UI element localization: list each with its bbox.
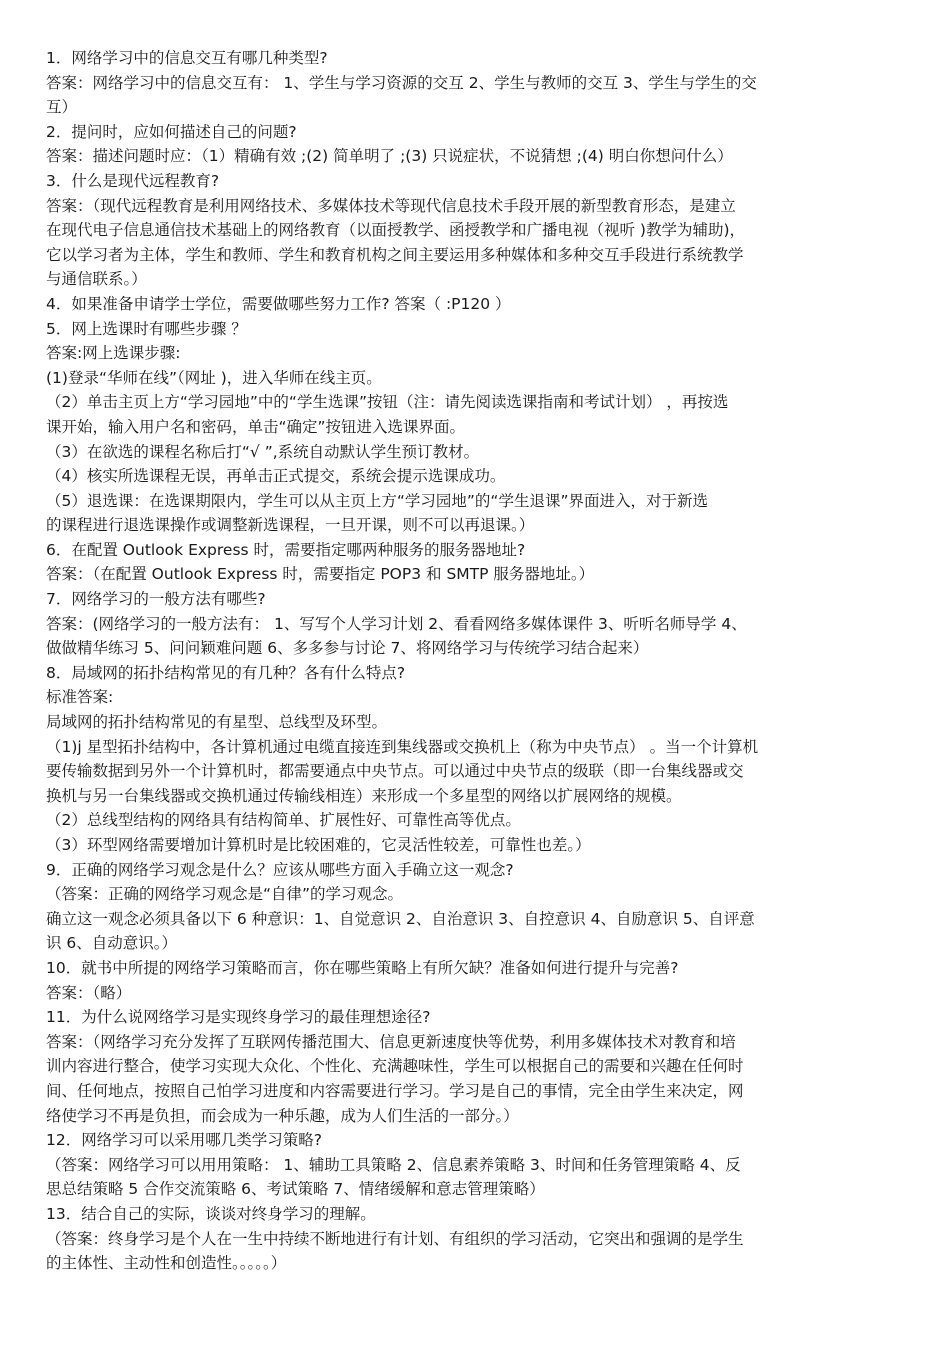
text-line: 互）: [46, 98, 78, 117]
text-line: 标准答案:: [46, 688, 114, 707]
text-line: 答案：网络学习中的信息交互有： 1、学生与学习资源的交互 2、学生与教师的交互 3、学生与学生的交: [46, 73, 757, 92]
text-line: 9．正确的网络学习观念是什么？应该从哪些方面入手确立这一观念?: [46, 860, 514, 879]
text-line: 思总结策略 5 合作交流策略 6、考试策略 7、情绪缓解和意志管理策略）: [46, 1180, 545, 1199]
text-line: （答案：终身学习是个人在一生中持续不断地进行有计划、有组织的学习活动，它突出和强调的是学生: [46, 1229, 744, 1248]
text-line: 5．网上选课时有哪些步骤 ？: [46, 319, 247, 338]
text-line: （1)j 星型拓扑结构中，各计算机通过电缆直接连到集线器或交换机上（称为中央节点） 。当一个计算机: [46, 737, 759, 756]
text-line: 答案：（现代远程教育是利用网络技术、多媒体技术等现代信息技术手段开展的新型教育形态，是建立: [46, 196, 736, 215]
text-line: 11．为什么说网络学习是实现终身学习的最佳理想途径?: [46, 1008, 431, 1027]
text-line: 1．网络学习中的信息交互有哪几种类型?: [46, 49, 328, 67]
text-line: 训内容进行整合，使学习实现大众化、个性化、充满趣味性，学生可以根据自己的需要和兴趣在任何时: [46, 1057, 744, 1076]
text-line: 在现代电子信息通信技术基础上的网络教育（以面授教学、函授教学和广播电视（视听 )教学为辅助)，: [46, 221, 746, 240]
text-line: 答案：(网络学习的一般方法有： 1、写写个人学习计划 2、看看网络多媒体课件 3、听听名师导学 4、: [46, 614, 747, 633]
text-line: 4．如果准备申请学士学位，需要做哪些努力工作? 答案（ :P120 ）: [46, 294, 511, 313]
text-line: 答案：（略）: [46, 983, 132, 1002]
text-line: 的课程进行退选课操作或调整新选课程，一旦开课，则不可以再退课。）: [46, 516, 535, 535]
text-line: （答案：网络学习可以用用策略： 1、辅助工具策略 2、信息素养策略 3、时间和任务管理策略 4、反: [46, 1155, 741, 1174]
text-line: 答案：（网络学习充分发挥了互联网传播范围大、信息更新速度快等优势，利用多媒体技术对教育和培: [46, 1032, 736, 1051]
text-line: 的主体性、主动性和创造性。。。。。）: [46, 1254, 287, 1273]
text-line: 间、任何地点，按照自己怕学习进度和内容需要进行学习。学习是自己的事情，完全由学生来决定，网: [46, 1081, 744, 1100]
text-line: 3．什么是现代远程教育?: [46, 171, 220, 190]
text-line: 络使学习不再是负担，而会成为一种乐趣，成为人们生活的一部分。）: [46, 1106, 519, 1125]
text-line: 换机与另一台集线器或交换机通过传输线相连）来形成一个多星型的网络以扩展网络的规模。: [46, 786, 682, 805]
text-line: 识 6、自动意识。）: [46, 934, 178, 953]
text-line: 答案:网上选课步骤:: [46, 344, 181, 363]
text-line: 12．网络学习可以采用哪几类学习策略?: [46, 1131, 322, 1150]
text-line: （5）退选课：在选课期限内，学生可以从主页上方“学习园地”的“学生退课”界面进入，对于新选: [46, 491, 708, 510]
text-line: 6．在配置 Outlook Express 时，需要指定哪两种服务的服务器地址?: [46, 540, 526, 559]
text-line: 局域网的拓扑结构常见的有星型、总线型及环型。: [46, 713, 388, 732]
text-line: 要传输数据到另外一个计算机时，都需要通点中央节点。可以通过中央节点的级联（即一台集线器或交: [46, 762, 744, 781]
text-line: （2）单击主页上方“学习园地”中的“学生选课”按钮（注：请先阅读选课指南和考试计划） ，再按选: [46, 393, 729, 412]
text-line: 10．就书中所提的网络学习策略而言，你在哪些策略上有所欠缺？准备如何进行提升与完善?: [46, 958, 679, 977]
text-line: （2）总线型结构的网络具有结构简单、扩展性好、可靠性高等优点。: [46, 811, 521, 830]
text-line: 它以学习者为主体，学生和教师、学生和教育机构之间主要运用多种媒体和多种交互手段进行系统教学: [46, 245, 744, 264]
text-line: 13．结合自己的实际，谈谈对终身学习的理解。: [46, 1204, 376, 1223]
text-line: （4）核实所选课程无误，再单击正式提交，系统会提示选课成功。: [46, 467, 506, 486]
text-line: （答案：正确的网络学习观念是“自律”的学习观念。: [46, 885, 404, 904]
text-line: 做做精华练习 5、问问颖难问题 6、多多参与讨论 7、将网络学习与传统学习结合起来）: [46, 639, 649, 658]
text-line: 8．局域网的拓扑结构常见的有几种？各有什么特点?: [46, 663, 406, 682]
text-line: 答案：描述问题时应：（1）精确有效 ;(2) 简单明了 ;(3) 只说症状，不说猜想 ;(4) 明白你想问什么）: [46, 147, 733, 166]
text-line: （3）在欲选的课程名称后打“√ ”,系统自动默认学生预订教材。: [46, 442, 480, 461]
text-line: 2．提问时，应如何描述自己的问题?: [46, 122, 297, 141]
text-line: （3）环型网络需要增加计算机时是比较困难的，它灵活性较差，可靠性也差。）: [46, 836, 591, 854]
text-line: 与通信联系。）: [46, 270, 147, 289]
text-line: 答案：（在配置 Outlook Express 时，需要指定 POP3 和 SMTP 服务器地址。）: [46, 565, 595, 584]
text-line: 确立这一观念必须具备以下 6 种意识：1、自觉意识 2、自治意识 3、自控意识 4、自励意识 5、自评意: [46, 909, 755, 928]
text-line: (1)登录“华师在线”（网址 )，进入华师在线主页。: [46, 368, 382, 387]
text-line: 课开始，输入用户名和密码，单击“确定”按钮进入选课界面。: [46, 417, 466, 436]
text-line: 7．网络学习的一般方法有哪些?: [46, 590, 266, 609]
